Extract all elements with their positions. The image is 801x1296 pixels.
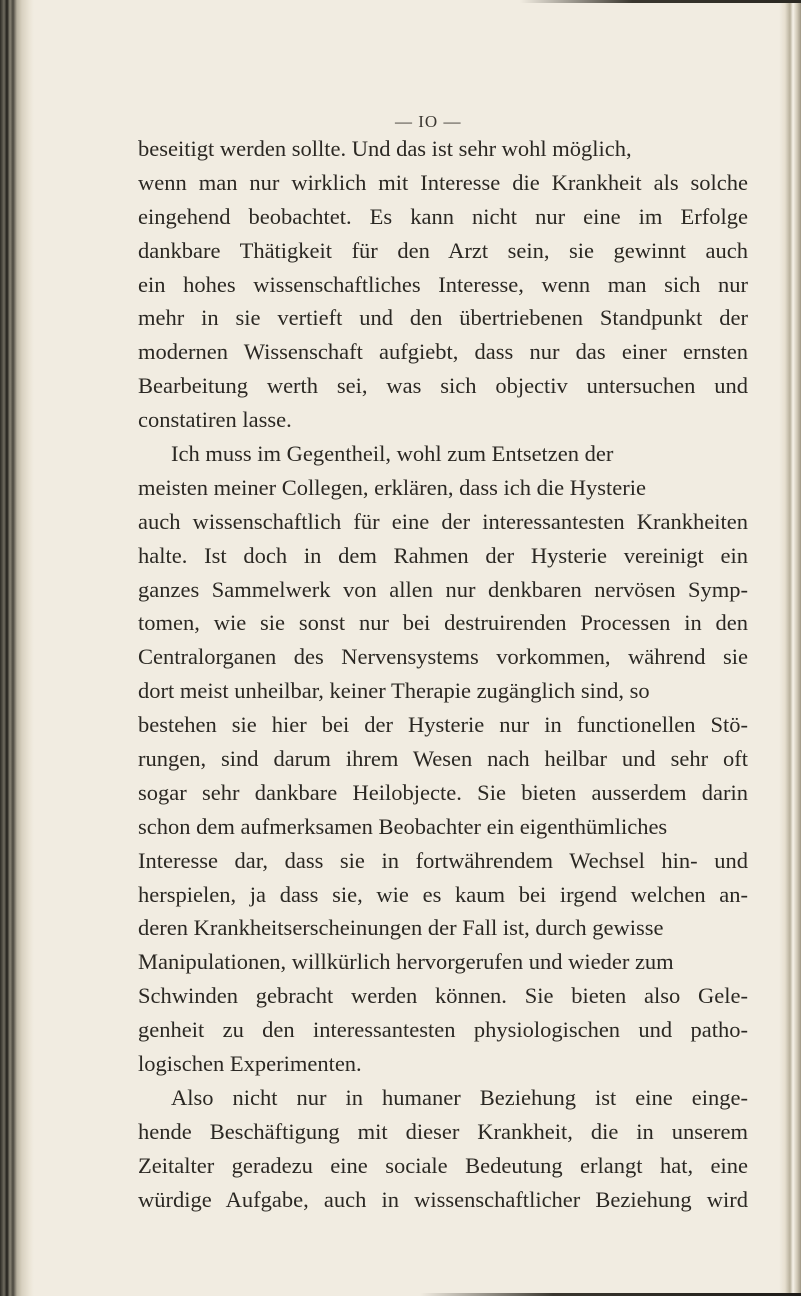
text-line: rungen, sind darum ihrem Wesen nach heilbar und sehr oft [138, 746, 748, 772]
text-line: Bearbeitung werth sei, was sich objectiv untersuchen und [138, 373, 748, 399]
text-line: ganzes Sammelwerk von allen nur denkbaren nervösen Symp- [138, 576, 749, 602]
text-line: Schwinden gebracht werden können. Sie bieten also Gele- [138, 983, 749, 1009]
text-line: halte. Ist doch in dem Rahmen der Hysterie vereinigt ein [138, 542, 749, 568]
text-line: mehr in sie vertieft und den übertriebenen Standpunkt der [138, 305, 748, 331]
text-line: Centralorganen des Nervensystems vorkommen, während sie [138, 644, 748, 670]
text-line: eingehend beobachtet. Es kann nicht nur eine im Erfolge [138, 203, 748, 229]
text-line: tomen, wie sie sonst nur bei destruirenden Processen in den [138, 610, 749, 636]
page-number: — IO — [395, 112, 462, 131]
text-line: meisten meiner Collegen, erklären, dass ich die Hysterie [138, 474, 646, 500]
text-line: Also nicht nur in humaner Beziehung ist eine einge- [171, 1084, 748, 1110]
text-line: dort meist unheilbar, keiner Therapie zugänglich sind, so [138, 678, 650, 704]
text-line: sogar sehr dankbare Heilobjecte. Sie bieten ausserdem darin [138, 779, 748, 805]
text-line: constatiren lasse. [138, 407, 292, 433]
text-line: herspielen, ja dass sie, wie es kaum bei irgend welchen an- [138, 881, 749, 907]
top-border-shadow [520, 0, 801, 3]
text-line: logischen Experimenten. [138, 1051, 362, 1077]
text-line: ein hohes wissenschaftliches Interesse, wenn man sich nur [138, 271, 748, 297]
text-line: auch wissenschaftlich für eine der interessantesten Krankheiten [138, 508, 748, 534]
text-line: beseitigt werden sollte. Und das ist sehr wohl möglich, [138, 136, 632, 161]
text-line: genheit zu den interessantesten physiologischen und patho- [138, 1017, 748, 1043]
page-binding-edge [0, 0, 34, 1296]
text-line: Zeitalter geradezu eine sociale Bedeutung erlangt hat, eine [138, 1152, 748, 1178]
page-outer-edge [779, 0, 801, 1296]
text-line: wenn man nur wirklich mit Interesse die Krankheit als solche [138, 169, 749, 195]
text-line: Interesse dar, dass sie in fortwährendem Wechsel hin- und [138, 847, 749, 873]
text-line: bestehen sie hier bei der Hysterie nur in functionellen Stö- [138, 712, 748, 738]
text-line: Manipulationen, willkürlich hervorgerufen und wieder zum [138, 949, 674, 975]
body-text [138, 132, 748, 1217]
text-line: dankbare Thätigkeit für den Arzt sein, sie gewinnt auch [138, 237, 749, 263]
text-line: würdige Aufgabe, auch in wissenschaftlicher Beziehung wird [138, 1186, 749, 1212]
text-line: schon dem aufmerksamen Beobachter ein eigenthümliches [138, 813, 668, 839]
text-line: Ich muss im Gegentheil, wohl zum Entsetzen der [171, 441, 614, 467]
text-line: modernen Wissenschaft aufgiebt, dass nur das einer ernsten [138, 339, 749, 365]
text-line: deren Krankheitserscheinungen der Fall ist, durch gewisse [138, 915, 664, 941]
text-line: hende Beschäftigung mit dieser Krankheit, die in unserem [138, 1118, 748, 1144]
